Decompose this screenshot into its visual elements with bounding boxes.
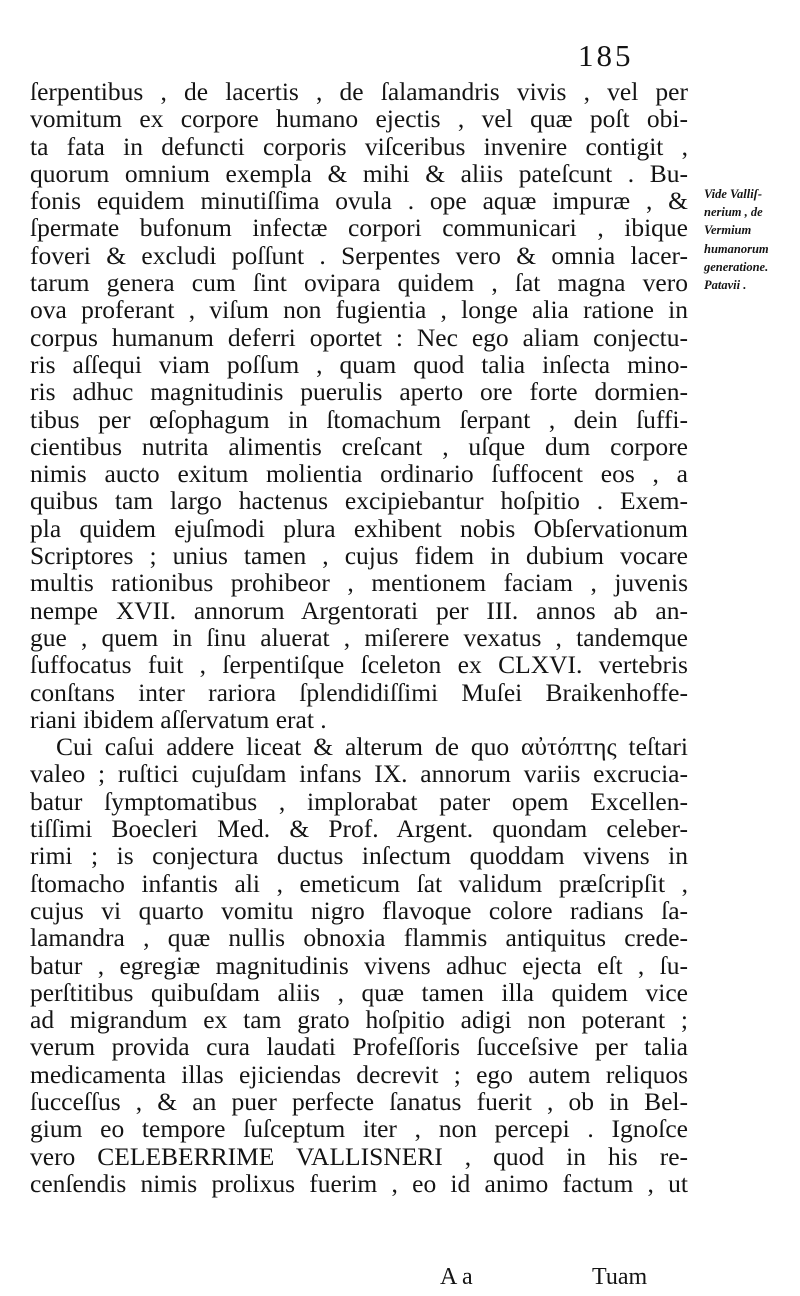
text-line: corpus humanum deferri oportet : Nec ego aliam conjectu-: [30, 322, 688, 352]
margin-note-line: generatione.: [704, 259, 769, 274]
text-line: multis rationibus prohibeor , mentionem faciam , juvenis: [30, 568, 688, 598]
margin-note-line: Patavii .: [704, 277, 747, 292]
text-line: batur , egregiæ magnitudinis vivens adhuc ejecta eſt , ſu-: [30, 950, 688, 980]
page-number: 185: [578, 38, 634, 73]
text-line: tiſſimi Boecleri Med. & Prof. Argent. quondam celeber-: [30, 814, 688, 844]
text-line: ſpermate bufonum infectæ corpori communicari , ibique: [30, 213, 688, 243]
text-line: gium eo tempore ſuſceptum iter , non percepi . Ignoſce: [30, 1114, 688, 1144]
text-line: quorum omnium exempla & mihi & aliis pateſcunt . Bu-: [30, 158, 688, 188]
text-line: ſucceſſus , & an puer perfecte ſanatus fuerit , ob in Bel-: [30, 1086, 688, 1116]
text-line: medicamenta illas ejiciendas decrevit ; ego autem reliquos: [30, 1059, 688, 1089]
catchword: Tuam: [592, 1264, 648, 1290]
text-line: verum provida cura laudati Profeſſoris ſucceſsive per talia: [30, 1032, 688, 1062]
text-line: fonis equidem minutiſſima ovula . ope aquæ impuræ , &: [30, 186, 688, 216]
text-line: ova proferant , viſum non fugientia , longe alia ratione in: [30, 295, 688, 325]
text-line: ſuffocatus fuit , ſerpentiſque ſceleton ex CLXVI. vertebris: [30, 650, 688, 680]
text-line: cientibus nutrita alimentis creſcant , uſque dum corpore: [30, 431, 688, 461]
text-line: batur ſymptomatibus , implorabat pater opem Excellen-: [30, 786, 688, 816]
text-line: ris adhuc magnitudinis puerulis aperto ore forte dormien-: [30, 377, 688, 407]
text-line: nimis aucto exitum molientia ordinario ſuffocent eos , a: [30, 459, 688, 489]
text-line: Cui caſui addere liceat & alterum de quo αὐτόπτης teſtari: [56, 732, 688, 762]
text-line: ſtomacho infantis ali , emeticum ſat validum præſcripſit ,: [30, 868, 688, 898]
margin-note-line: nerium , de: [704, 205, 763, 220]
text-line: ad migrandum ex tam grato hoſpitio adigi non poterant ;: [30, 1005, 688, 1035]
text-line: rimi ; is conjectura ductus inſectum quoddam vivens in: [30, 841, 688, 871]
text-line: ta fata in defuncti corporis viſceribus invenire contigit ,: [30, 131, 688, 161]
text-line: quibus tam largo hactenus excipiebantur hoſpitio . Exem-: [30, 486, 688, 516]
text-line: valeo ; ruſtici cujuſdam infans IX. annorum variis excrucia-: [30, 759, 688, 789]
text-line: ris aſſequi viam poſſum , quam quod talia inſecta mino-: [30, 349, 688, 379]
text-line: nempe XVII. annorum Argentorati per III. annos ab an-: [30, 595, 688, 625]
text-line: ſerpentibus , de lacertis , de ſalamandris vivis , vel per: [30, 77, 688, 106]
margin-note-line: Vide Valliſ-: [704, 187, 762, 201]
text-line: foveri & excludi poſſunt . Serpentes vero & omnia lacer-: [30, 240, 688, 270]
text-line: gue , quem in ſinu aluerat , miſerere vexatus , tandemque: [30, 622, 688, 652]
text-line: cujus vi quarto vomitu nigro flavoque colore radians ſa-: [30, 895, 688, 925]
text-line: vero CELEBERRIME VALLISNERI , quod in his re-: [30, 1141, 688, 1171]
text-line: perſtitibus quibuſdam aliis , quæ tamen illa quidem vice: [30, 977, 688, 1007]
margin-note-line: humanorum: [704, 241, 769, 256]
text-line: vomitum ex corpore humano ejectis , vel quæ poſt obi-: [30, 104, 688, 134]
text-line: tarum genera cum ſint ovipara quidem , ſat magna vero: [30, 268, 688, 298]
text-line: riani ibidem aſſervatum erat .: [30, 704, 327, 734]
signature-mark: A a: [440, 1264, 473, 1290]
text-line: conſtans inter rariora ſplendidiſſimi Muſei Braikenhoffe-: [30, 677, 688, 707]
text-line: pla quidem ejuſmodi plura exhibent nobis Obſervationum: [30, 513, 688, 543]
margin-note-line: Vermium: [704, 223, 752, 238]
body-text: [30, 78, 688, 1197]
text-line: Scriptores ; unius tamen , cujus fidem in dubium vocare: [30, 541, 688, 571]
text-line: lamandra , quæ nullis obnoxia flammis antiquitus crede-: [30, 923, 688, 953]
margin-note: [704, 185, 794, 294]
text-line: cenſendis nimis prolixus fuerim , eo id animo factum , ut: [30, 1168, 688, 1198]
text-line: tibus per œſophagum in ſtomachum ſerpant , dein ſuffi-: [30, 404, 688, 434]
